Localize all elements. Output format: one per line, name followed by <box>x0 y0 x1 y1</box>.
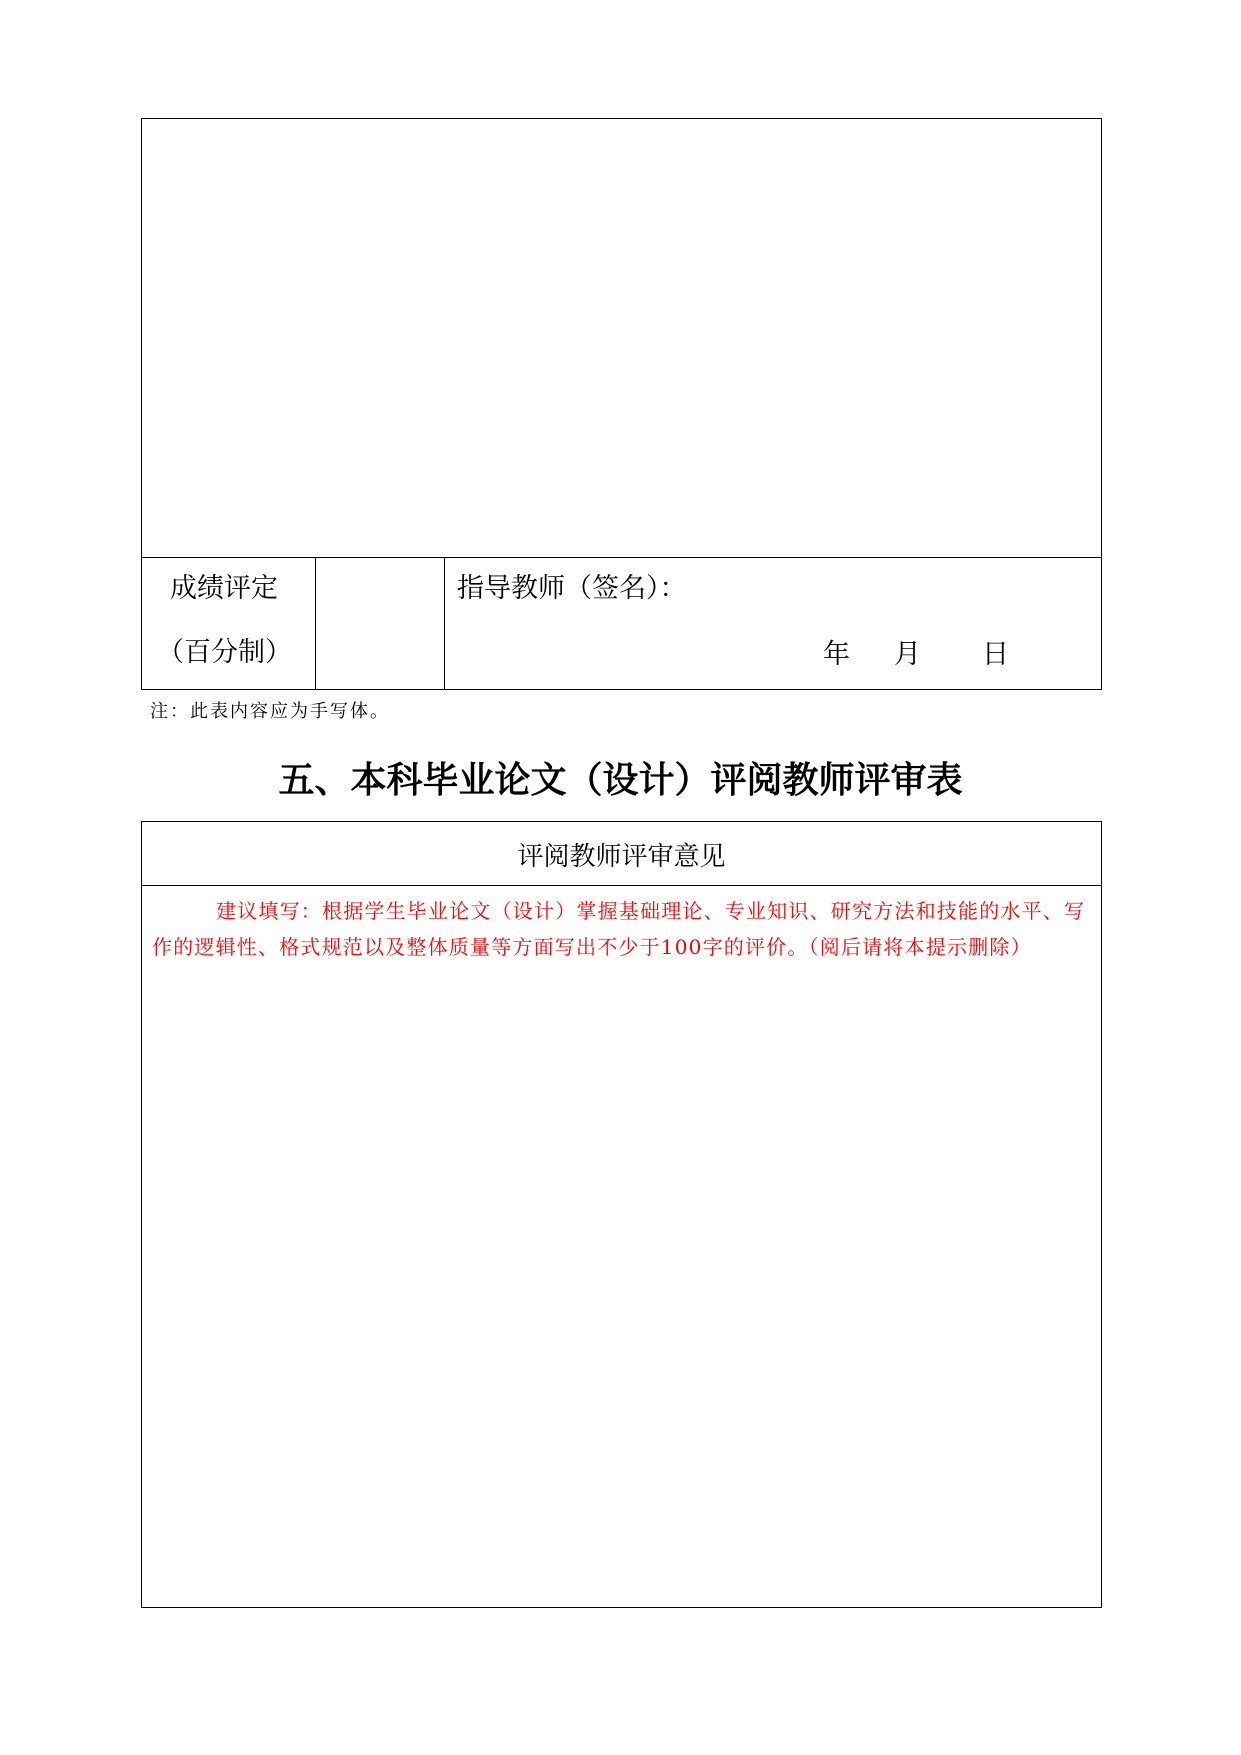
grade-scale-label: （百分制） <box>157 637 292 668</box>
reviewer-opinion-header: 评阅教师评审意见 <box>517 842 726 872</box>
section-title: 五、本科毕业论文（设计）评阅教师评审表 <box>278 760 963 801</box>
table-column-divider <box>315 557 316 690</box>
form-note: 注：此表内容应为手写体。 <box>150 701 390 722</box>
grade-label: 成绩评定 <box>170 573 278 604</box>
date-year-label: 年 <box>823 639 850 670</box>
table-row-divider <box>141 557 1102 558</box>
advisor-signature-label: 指导教师（签名）： <box>457 573 687 604</box>
table-row-divider <box>141 885 1102 886</box>
grade-score-field[interactable] <box>318 560 442 688</box>
date-month-label: 月 <box>894 639 921 670</box>
table-column-divider <box>444 557 445 690</box>
advisor-comment-area[interactable] <box>143 120 1100 555</box>
reviewer-opinion-hint[interactable]: 建议填写：根据学生毕业论文（设计）掌握基础理论、专业知识、研究方法和技能的水平、写作的逻辑性、格式规范以及整体质量等方面写出不少于100字的评价。（阅后请将本提示删除） <box>152 899 1086 959</box>
date-day-label: 日 <box>982 639 1009 670</box>
